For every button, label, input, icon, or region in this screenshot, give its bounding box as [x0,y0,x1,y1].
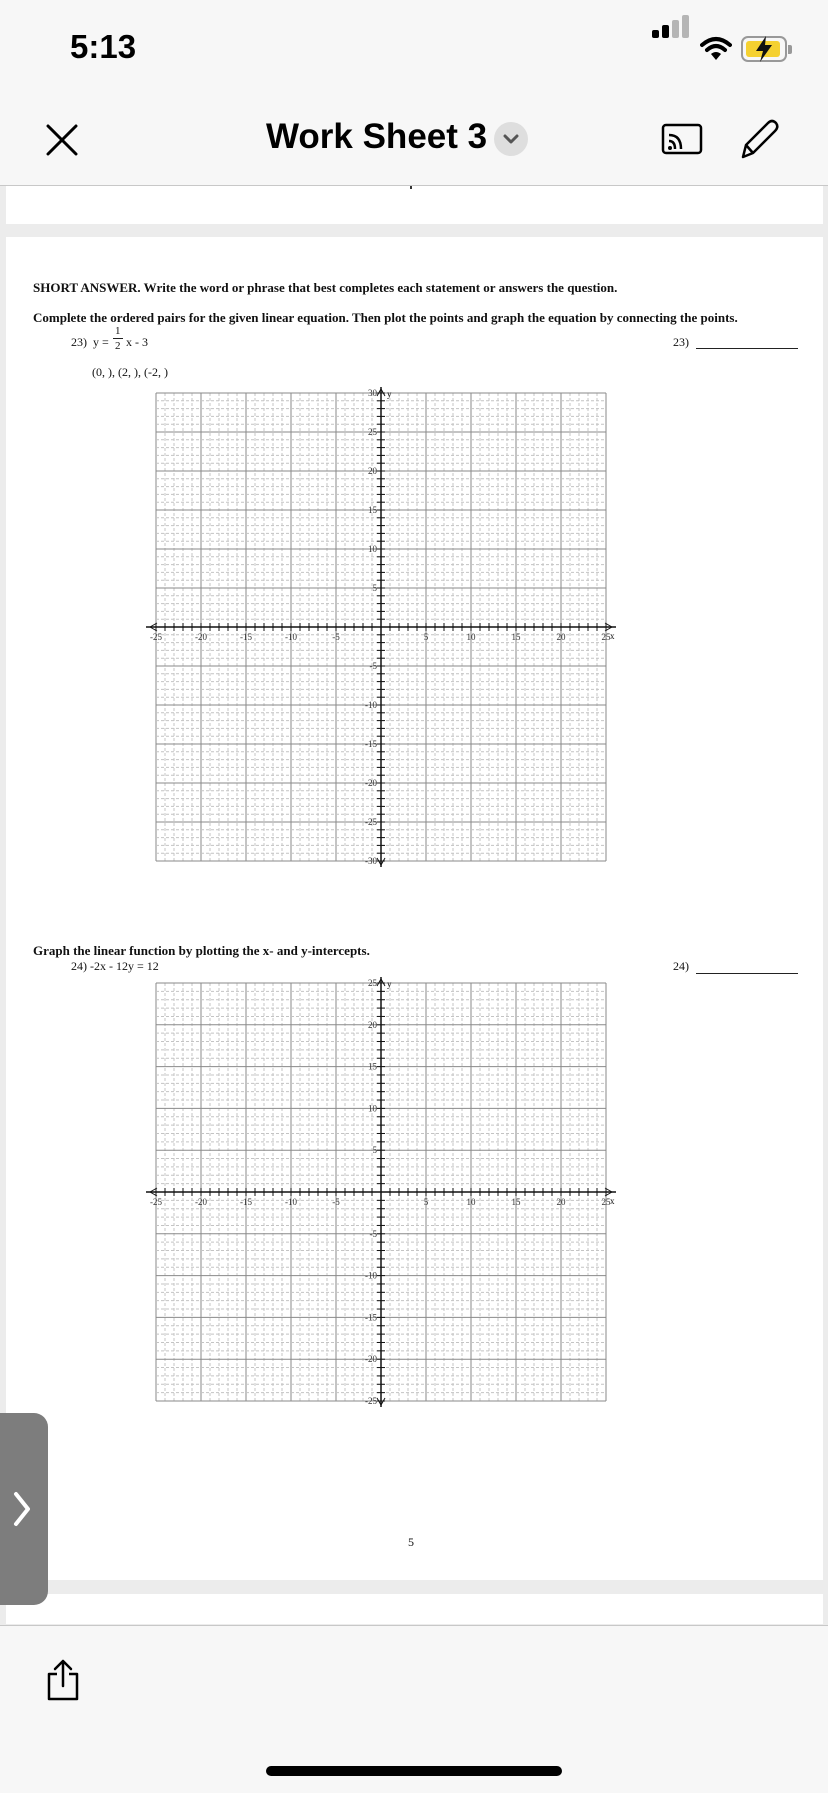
y-tick-label: -20 [365,778,377,788]
x-tick-label: 25 [601,1197,611,1207]
share-icon[interactable] [44,1658,82,1702]
fraction-bar [113,338,123,339]
answer-24-blank[interactable] [696,973,798,974]
home-indicator [266,1766,562,1776]
y-tick-label: 5 [372,1145,377,1156]
close-icon[interactable] [45,123,79,157]
x-axis-label: x [610,1196,615,1206]
worksheet-page [6,237,823,1580]
question-23-equation-right: x - 3 [126,335,148,349]
y-tick-label: 10 [368,544,377,554]
y-tick-label: 20 [368,1019,377,1030]
answer-24-label: 24) [673,959,689,973]
x-tick-label: -10 [285,632,297,642]
fraction-denominator: 2 [115,340,121,352]
x-tick-label: -25 [150,632,162,642]
y-tick-label: -5 [369,661,377,671]
y-axis-label: y [387,979,392,989]
y-tick-label: 5 [372,583,377,593]
x-tick-label: 10 [466,1197,476,1207]
y-tick-label: -25 [365,1396,377,1406]
document-title[interactable]: Work Sheet 3 [266,117,488,156]
top-nav-bar [0,95,828,186]
y-tick-label: -5 [369,1228,377,1239]
y-tick-label: 10 [368,1103,377,1114]
y-tick-label: 30 [368,388,377,398]
x-tick-label: -5 [332,1197,340,1207]
x-tick-label: -20 [195,632,207,642]
question-24-equation: 24) -2x - 12y = 12 [71,959,159,973]
y-axis-label: y [387,389,392,399]
y-tick-label: -15 [365,1312,377,1323]
battery-icon [741,36,787,62]
x-tick-label: 5 [423,632,429,642]
screen-mirror-icon[interactable] [661,123,703,155]
wifi-icon [700,36,732,62]
question-23-equation-left: y = [93,335,109,349]
y-tick-label: -30 [365,856,377,866]
x-tick-label: 5 [423,1197,429,1207]
markup-pencil-icon[interactable] [737,117,779,161]
next-page-top [6,1594,823,1624]
y-tick-label: 25 [368,978,377,988]
fraction-numerator: 1 [115,325,121,337]
y-tick-label: -10 [365,1270,377,1281]
x-tick-label: -25 [150,1197,162,1207]
x-tick-label: 10 [466,632,476,642]
x-tick-label: -5 [332,632,340,642]
question-23-number: 23) [71,335,87,349]
bottom-toolbar [0,1625,828,1793]
coordinate-grid-2[interactable] [146,977,616,1407]
x-tick-label: -10 [285,1197,297,1207]
x-axis-label: x [610,631,615,641]
y-tick-label: -25 [365,817,377,827]
y-tick-label: 15 [368,1061,377,1072]
answer-23-blank[interactable] [696,348,798,349]
y-tick-label: -15 [365,739,377,749]
x-tick-label: -15 [240,1197,252,1207]
x-tick-label: -15 [240,632,252,642]
instructions-short-answer: SHORT ANSWER. Write the word or phrase that best completes each statement or answers the question. [33,280,618,295]
question-23-ordered-pairs: (0, ), (2, ), (-2, ) [92,365,168,379]
chevron-right-icon [12,1491,32,1527]
y-tick-label: -20 [365,1354,377,1365]
x-tick-label: 20 [556,632,566,642]
chevron-down-icon [494,122,528,156]
y-tick-label: 25 [368,427,377,437]
y-tick-label: -10 [365,700,377,710]
x-tick-label: -20 [195,1197,207,1207]
status-bar [0,0,828,95]
answer-23-label: 23) [673,335,689,349]
x-tick-label: 20 [556,1197,566,1207]
previous-page-bottom [6,186,823,224]
page-number: 5 [408,1535,414,1549]
x-tick-label: 15 [511,632,521,642]
title-menu-button[interactable] [494,122,528,156]
instructions-ordered-pairs: Complete the ordered pairs for the given linear equation. Then plot the points and graph the equation by connecting the points. [33,310,738,325]
clock: 5:13 [70,28,137,65]
instructions-intercepts: Graph the linear function by plotting the x- and y-intercepts. [33,943,370,958]
y-tick-label: 20 [368,466,377,476]
sidebar-toggle-handle[interactable] [0,1413,48,1605]
coordinate-grid-1[interactable] [146,387,616,867]
x-tick-label: 25 [601,632,611,642]
x-tick-label: 15 [511,1197,521,1207]
y-tick-label: 15 [368,505,377,515]
